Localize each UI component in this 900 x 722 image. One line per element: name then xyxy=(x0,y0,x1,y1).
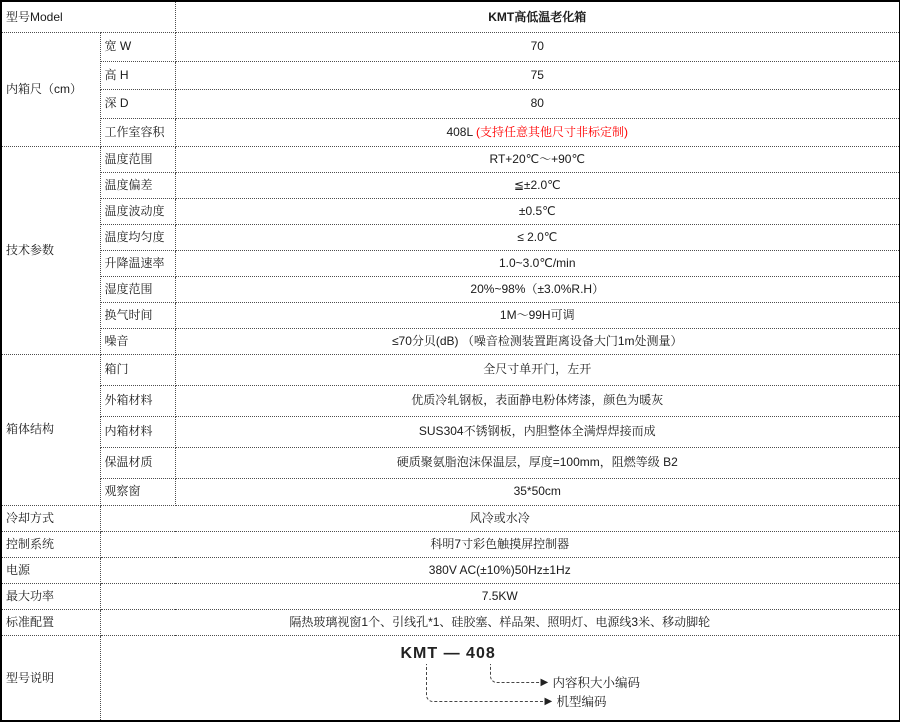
table-row xyxy=(1,172,900,198)
model-code-text: KMT — 408 xyxy=(400,644,496,662)
table-row xyxy=(1,146,900,172)
model-label: 型号Model xyxy=(1,1,175,32)
row-value-noise: ≤70分贝(dB) （噪音检测装置距离设备大门1m处测量） xyxy=(175,328,900,354)
row-value-temp-range: RT+20℃～+90℃ xyxy=(175,146,900,172)
row-label-temp-fluctuation: 温度波动度 xyxy=(100,198,175,224)
row-label-air-exchange: 换气时间 xyxy=(100,302,175,328)
row-value-temp-fluctuation: ±0.5℃ xyxy=(175,198,900,224)
arrow-right-icon: ▶ xyxy=(544,695,553,707)
row-value-inner-material: SUS304不锈钢板，内胆整体全满焊焊接而成 xyxy=(175,416,900,447)
table-row xyxy=(1,447,900,478)
table-row xyxy=(1,118,900,146)
row-value-ramp-rate: 1.0~3.0℃/min xyxy=(175,250,900,276)
row-value-door: 全尺寸单开门，左开 xyxy=(175,354,900,385)
table-row xyxy=(1,354,900,385)
model-value: KMT高低温老化箱 xyxy=(175,1,900,32)
row-value-insulation: 硬质聚氨脂泡沫保温层，厚度=100mm，阻燃等级 B2 xyxy=(175,447,900,478)
row-value-window: 35*50cm xyxy=(175,478,900,505)
row-label-humidity-range: 湿度范围 xyxy=(100,276,175,302)
row-value-height: 75 xyxy=(175,61,900,89)
row-label-temp-deviation: 温度偏差 xyxy=(100,172,175,198)
arrow-right-icon: ▶ xyxy=(540,676,549,688)
table-row xyxy=(1,583,900,609)
volume-value: 408L xyxy=(446,124,473,139)
section-label-tech-params: 技术参数 xyxy=(1,146,100,354)
table-row xyxy=(1,1,900,32)
table-row xyxy=(1,416,900,447)
table-row xyxy=(1,557,900,583)
table-row xyxy=(1,478,900,505)
row-value-width: 70 xyxy=(175,32,900,61)
callout-volume-code: 内容积大小编码 xyxy=(552,675,641,690)
section-label-inner-size: 内箱尺（cm） xyxy=(1,32,100,146)
row-label-outer-material: 外箱材料 xyxy=(100,385,175,416)
table-row xyxy=(1,276,900,302)
callout-type-code: 机型编码 xyxy=(556,694,607,709)
row-label-ramp-rate: 升降温速率 xyxy=(100,250,175,276)
table-row xyxy=(1,635,900,721)
row-label-temp-uniformity: 温度均匀度 xyxy=(100,224,175,250)
section-label-cabinet: 箱体结构 xyxy=(1,354,100,505)
model-code-diagram xyxy=(100,635,900,721)
row-label-insulation: 保温材质 xyxy=(100,447,175,478)
connector-line-type xyxy=(426,664,546,702)
row-label-volume: 工作室容积 xyxy=(100,118,175,146)
row-value-control-system: 科明7寸彩色触摸屏控制器 xyxy=(100,531,900,557)
row-label-width: 宽 W xyxy=(100,32,175,61)
row-label-max-power: 最大功率 xyxy=(1,583,100,609)
row-value-humidity-range: 20%~98%（±3.0%R.H） xyxy=(175,276,900,302)
row-label-model-explain: 型号说明 xyxy=(1,635,100,721)
row-value-cooling: 风冷或水冷 xyxy=(100,505,900,531)
row-label-window: 观察窗 xyxy=(100,478,175,505)
row-value-power-supply: 380V AC(±10%)50Hz±1Hz xyxy=(100,557,900,583)
row-value-outer-material: 优质冷轧钢板，表面静电粉体烤漆，颜色为暖灰 xyxy=(175,385,900,416)
table-row xyxy=(1,505,900,531)
row-label-temp-range: 温度范围 xyxy=(100,146,175,172)
row-value-max-power: 7.5KW xyxy=(100,583,900,609)
table-row xyxy=(1,609,900,635)
row-value-standard-config: 隔热玻璃视窗1个、引线孔*1、硅胶塞、样品架、照明灯、电源线3米、移动脚轮 xyxy=(100,609,900,635)
row-label-noise: 噪音 xyxy=(100,328,175,354)
row-value-depth: 80 xyxy=(175,89,900,118)
table-row xyxy=(1,224,900,250)
table-row xyxy=(1,250,900,276)
volume-custom-note: (支持任意其他尺寸非标定制) xyxy=(476,124,629,139)
table-row xyxy=(1,531,900,557)
table-row xyxy=(1,385,900,416)
table-row xyxy=(1,89,900,118)
row-label-depth: 深 D xyxy=(100,89,175,118)
row-label-control-system: 控制系统 xyxy=(1,531,100,557)
row-label-door: 箱门 xyxy=(100,354,175,385)
row-value-volume xyxy=(175,118,900,146)
table-row xyxy=(1,32,900,61)
table-row xyxy=(1,198,900,224)
table-row xyxy=(1,302,900,328)
row-label-power-supply: 电源 xyxy=(1,557,100,583)
row-label-inner-material: 内箱材料 xyxy=(100,416,175,447)
table-row xyxy=(1,328,900,354)
row-label-standard-config: 标准配置 xyxy=(1,609,100,635)
row-value-air-exchange: 1M～99H可调 xyxy=(175,302,900,328)
row-value-temp-deviation: ≦±2.0℃ xyxy=(175,172,900,198)
row-value-temp-uniformity: ≤ 2.0℃ xyxy=(175,224,900,250)
table-row xyxy=(1,61,900,89)
row-label-height: 高 H xyxy=(100,61,175,89)
row-label-cooling: 冷却方式 xyxy=(1,505,100,531)
